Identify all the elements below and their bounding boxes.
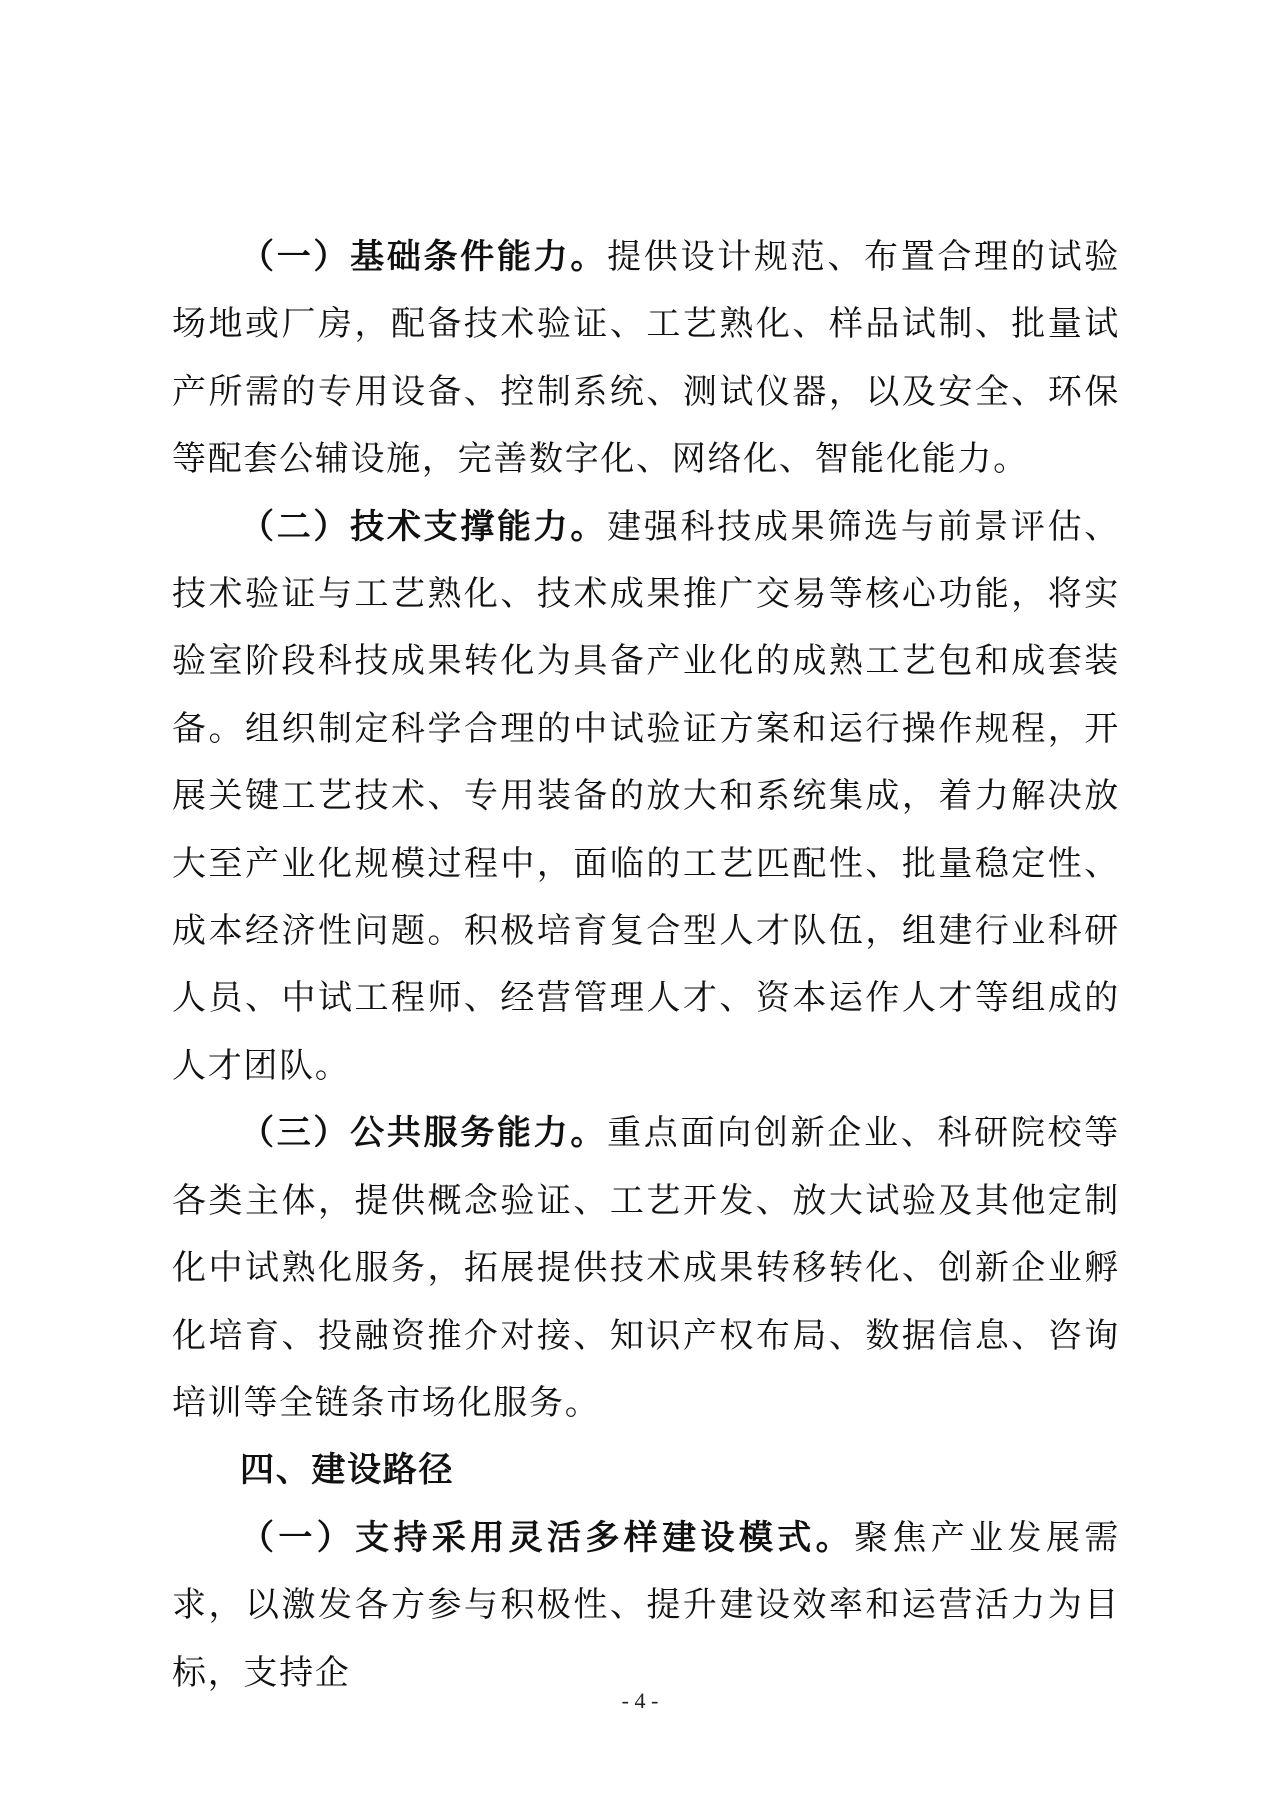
paragraph-text: 重点面向创新企业、科研院校等各类主体，提供概念验证、工艺开发、放大试验及其他定制化中试熟化服务，拓展提供技术成果转移转化、创新企业孵化培育、投融资推介对接、知识产权布局、数据信息、咨询培训等全链条市场化服务。 [172, 1113, 1120, 1423]
paragraph-public-service [172, 1100, 1120, 1437]
paragraph-text: 聚焦产业发展需求，以激发各方参与积极性、提升建设效率和运营活力为目标，支持企 [172, 1517, 1120, 1693]
paragraph-lead: （一）支持采用灵活多样建设模式。 [240, 1517, 855, 1558]
section-heading: 四、建设路径 [240, 1450, 455, 1491]
paragraph-text: 提供设计规范、布置合理的试验场地或厂房，配备技术验证、工艺熟化、样品试制、批量试产所需的专用设备、控制系统、测试仪器，以及安全、环保等配套公辅设施，完善数字化、网络化、智能化能力。 [172, 237, 1120, 480]
paragraph-text: 建强科技成果筛选与前景评估、技术验证与工艺熟化、技术成果推广交易等核心功能，将实验室阶段科技成果转化为具备产业化的成熟工艺包和成套装备。组织制定科学合理的中试验证方案和运行操作规程，开展关键工艺技术、专用装备的放大和系统集成，着力解决放大至产业化规模过程中，面临的工艺匹配性、批量稳定性、成本经济性问题。积极培育复合型人才队伍，组建行业科研人员、中试工程师、经营管理人才、资本运作人才等组成的人才团队。 [172, 506, 1120, 1086]
paragraph-lead: （一）基础条件能力。 [240, 237, 608, 277]
page-number: - 4 - [621, 1688, 659, 1713]
paragraph-lead: （二）技术支撑能力。 [240, 506, 608, 547]
paragraph-lead: （三）公共服务能力。 [240, 1113, 608, 1154]
document-body [172, 224, 1120, 1707]
paragraph-construction-model [172, 1505, 1120, 1707]
paragraph-technical-support [172, 494, 1120, 1101]
paragraph-basic-conditions [172, 224, 1120, 494]
